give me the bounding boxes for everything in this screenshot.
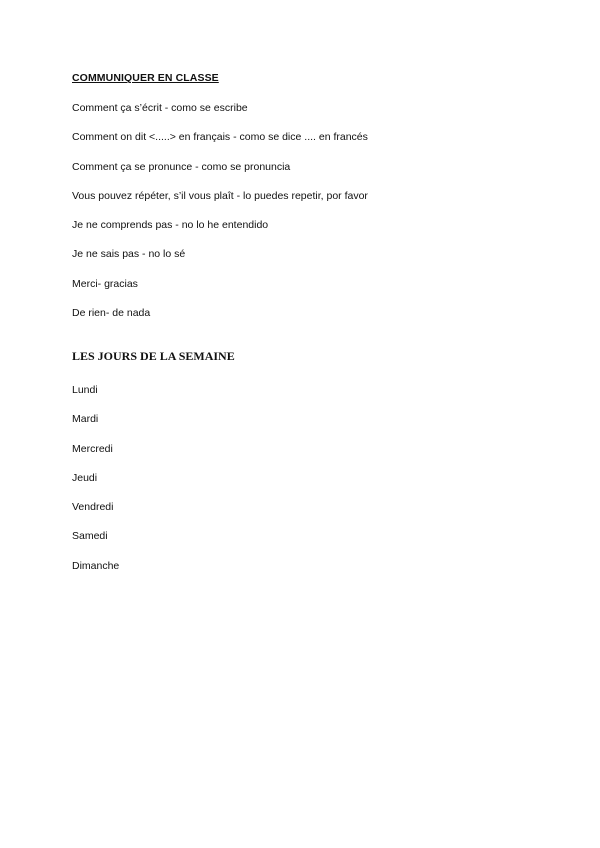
day-item: Lundi [72,384,98,396]
phrase-list [72,101,368,335]
day-item: Mercredi [72,442,113,455]
phrase-item: Comment ça s’écrit - como se escribe [72,102,248,114]
day-item: Mardi [72,413,99,426]
day-item: Jeudi [72,471,98,484]
phrase-item: Merci- gracias [72,277,138,290]
phrase-item: De rien- de nada [72,307,151,320]
day-item: Samedi [72,530,108,543]
day-item: Dimanche [72,559,120,572]
phrase-item: Vous pouvez répéter, s’il vous plaît - lo puedes repetir, por favor [72,189,368,202]
day-item: Vendredi [72,501,114,514]
section-title-communiquer: COMMUNIQUER EN CLASSE [72,72,219,84]
phrase-item: Comment on dit <.....> en français - como se dice .... en francés [72,131,368,144]
days-list [72,383,119,588]
phrase-item: Comment ça se pronunce - como se pronuncia [72,160,291,173]
section-title-jours: LES JOURS DE LA SEMAINE [72,349,235,363]
phrase-item: Je ne comprends pas - no lo he entendido [72,219,269,232]
phrase-item: Je ne sais pas - no lo sé [72,248,186,261]
